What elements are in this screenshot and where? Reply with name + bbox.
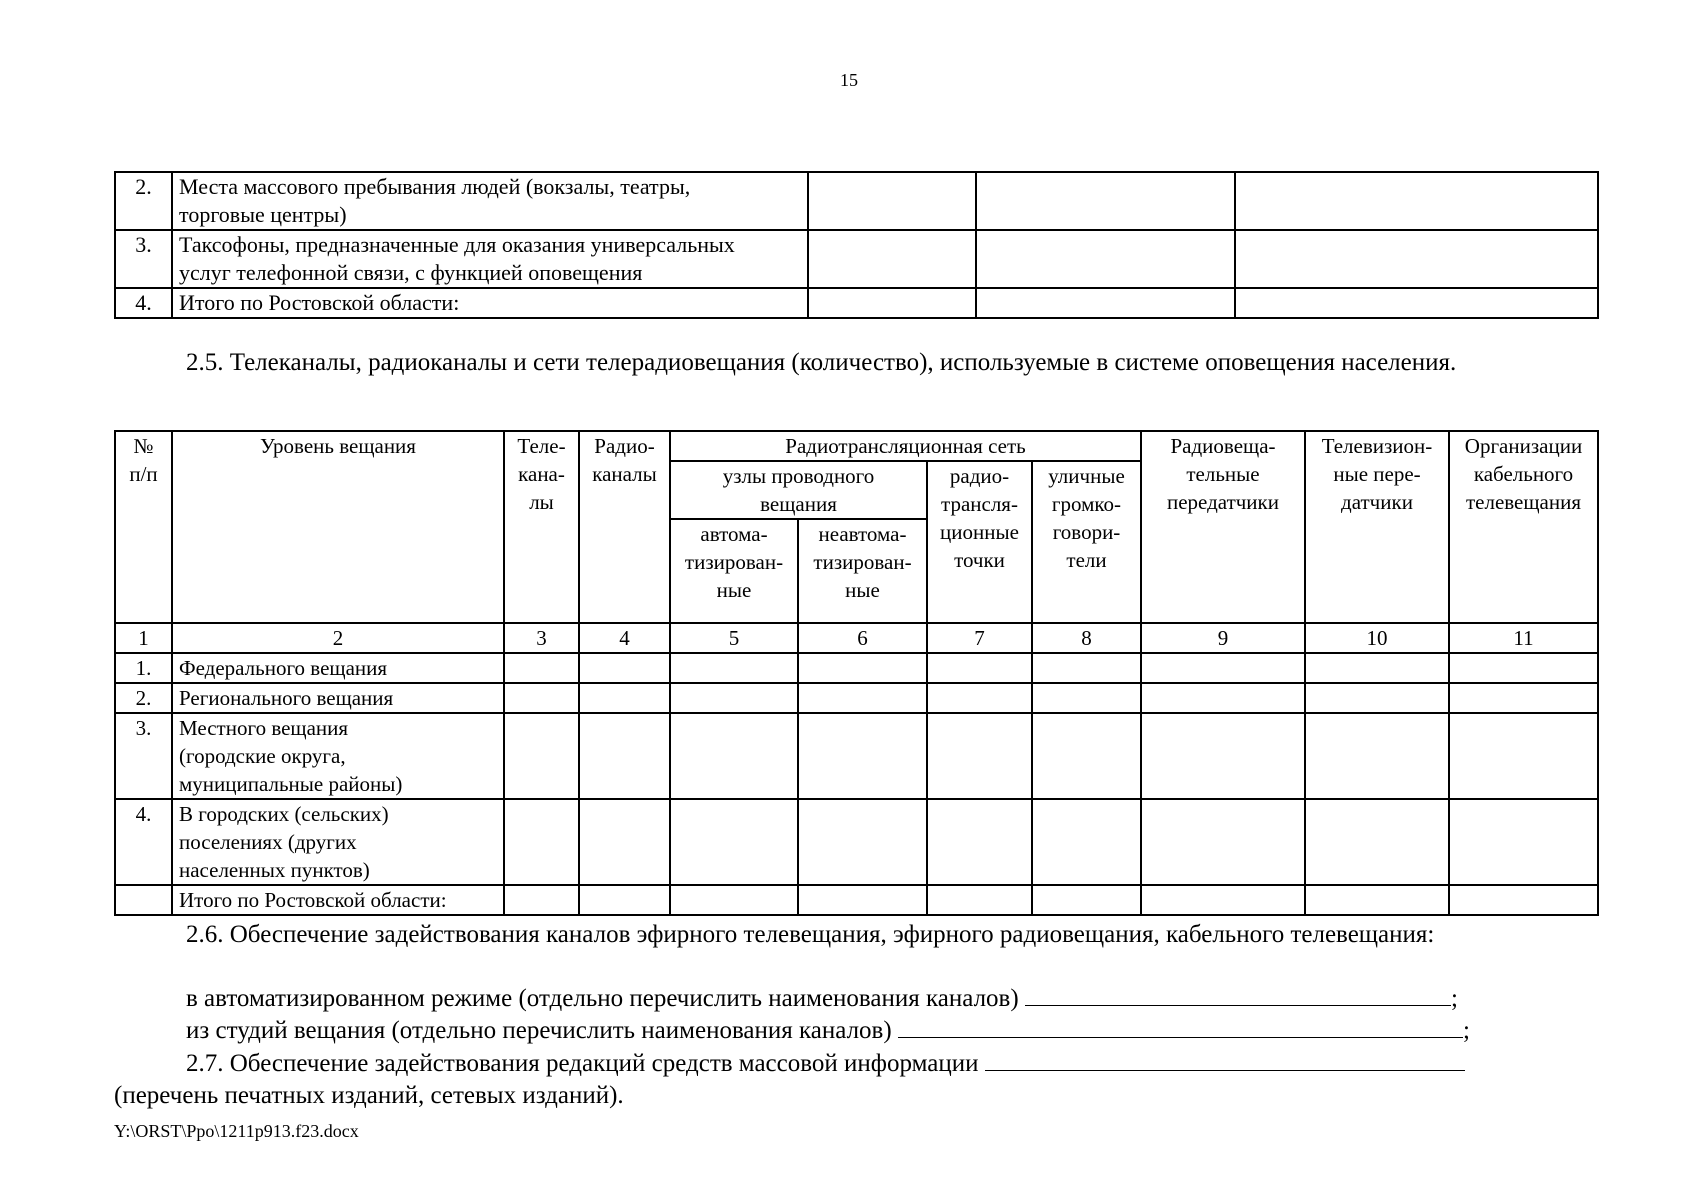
column-number: 3	[504, 623, 579, 653]
column-number: 1	[115, 623, 172, 653]
empty-cell	[579, 885, 670, 915]
row-number: 2.	[115, 683, 172, 713]
automated-mode-line: в автоматизированном режиме (отдельно перечислить наименования каналов) ;	[186, 985, 1458, 1012]
empty-cell	[504, 799, 579, 885]
studio-line: из студий вещания (отдельно перечислить наименования каналов) ;	[186, 1017, 1470, 1044]
empty-cell	[1141, 713, 1305, 799]
empty-cell	[1032, 683, 1141, 713]
header-radio-transmitters: Радиовеща- тельные передатчики	[1141, 431, 1305, 623]
empty-cell	[976, 172, 1235, 230]
empty-cell	[1449, 653, 1598, 683]
table-row	[115, 230, 1598, 288]
empty-cell	[798, 885, 927, 915]
table-row	[115, 683, 1598, 713]
header-row	[115, 431, 1598, 461]
row-label: Местного вещания (городские округа, муниципальные районы)	[172, 713, 504, 799]
column-number: 9	[1141, 623, 1305, 653]
empty-cell	[1305, 799, 1449, 885]
header-level: Уровень вещания	[172, 431, 504, 623]
empty-cell	[927, 799, 1032, 885]
empty-cell	[1032, 885, 1141, 915]
studio-label: из студий вещания (отдельно перечислить наименования каналов)	[186, 1017, 892, 1044]
section-2-7-note: (перечень печатных изданий, сетевых изданий).	[114, 1082, 624, 1109]
column-number: 5	[670, 623, 798, 653]
empty-cell	[798, 683, 927, 713]
empty-cell	[976, 288, 1235, 318]
empty-cell	[927, 683, 1032, 713]
table-row-total	[115, 885, 1598, 915]
empty-cell	[1449, 799, 1598, 885]
empty-cell	[808, 230, 976, 288]
empty-cell	[1235, 288, 1598, 318]
automated-mode-label: в автоматизированном режиме (отдельно перечислить наименования каналов)	[186, 985, 1019, 1012]
section-2-5-paragraph	[114, 347, 1597, 378]
section-number: 2.5.	[186, 349, 224, 376]
row-number: 2.	[115, 172, 172, 230]
empty-cell	[1141, 885, 1305, 915]
table-row	[115, 713, 1598, 799]
section-2-7-text: 2.7. Обеспечение задействования редакций средств массовой информации	[186, 1050, 979, 1077]
studio-channels-field[interactable]	[898, 1015, 1463, 1038]
empty-cell	[670, 799, 798, 885]
empty-cell	[798, 799, 927, 885]
column-number: 2	[172, 623, 504, 653]
empty-cell	[504, 713, 579, 799]
header-number: № п/п	[115, 431, 172, 623]
empty-cell	[1141, 683, 1305, 713]
header-radio-network: Радиотрансляционная сеть	[670, 431, 1141, 461]
page-number: 15	[840, 70, 858, 90]
row-number: 3.	[115, 713, 172, 799]
header-street-speakers: уличные громко- говори- тели	[1032, 461, 1141, 623]
empty-cell	[1305, 653, 1449, 683]
table-row-total	[115, 288, 1598, 318]
empty-cell	[579, 713, 670, 799]
header-radio-channels: Радио- каналы	[579, 431, 670, 623]
column-number: 4	[579, 623, 670, 653]
section-2-6-heading	[114, 919, 1597, 950]
empty-cell	[808, 172, 976, 230]
empty-cell	[579, 799, 670, 885]
table-row	[115, 653, 1598, 683]
section-number: 2.6.	[186, 921, 224, 948]
column-numbers-row	[115, 623, 1598, 653]
empty-cell	[798, 713, 927, 799]
empty-cell	[1235, 230, 1598, 288]
row-label: В городских (сельских) поселениях (других населенных пунктов)	[172, 799, 504, 885]
row-number: 3.	[115, 230, 172, 288]
row-label: Регионального вещания	[172, 683, 504, 713]
footer-file-path: Y:\ORST\Ppo\1211p913.f23.docx	[114, 1121, 359, 1141]
empty-cell	[670, 885, 798, 915]
header-cable-organizations: Организации кабельного телевещания	[1449, 431, 1598, 623]
continuation-table	[114, 171, 1599, 319]
row-label: Места массового пребывания людей (вокзалы, театры, торговые центры)	[172, 172, 808, 230]
empty-cell	[808, 288, 976, 318]
empty-cell	[798, 653, 927, 683]
row-label: Итого по Ростовской области:	[172, 288, 808, 318]
column-number: 11	[1449, 623, 1598, 653]
empty-cell	[1141, 653, 1305, 683]
row-number: 1.	[115, 653, 172, 683]
empty-cell	[976, 230, 1235, 288]
empty-cell	[504, 653, 579, 683]
empty-cell	[1235, 172, 1598, 230]
empty-cell	[1032, 799, 1141, 885]
row-number: 4.	[115, 799, 172, 885]
section-text: Телеканалы, радиоканалы и сети телерадиовещания (количество), используемые в системе оповещения населения.	[229, 349, 1457, 376]
column-number: 8	[1032, 623, 1141, 653]
empty-cell	[927, 713, 1032, 799]
header-tv-channels: Теле- кана- лы	[504, 431, 579, 623]
empty-cell	[1305, 885, 1449, 915]
empty-cell	[1305, 683, 1449, 713]
empty-cell	[504, 885, 579, 915]
header-radio-points: радио- трансля- ционные точки	[927, 461, 1032, 623]
table-row	[115, 172, 1598, 230]
empty-cell	[1032, 713, 1141, 799]
header-tv-transmitters: Телевизион- ные пере- датчики	[1305, 431, 1449, 623]
empty-cell	[1032, 653, 1141, 683]
media-editorial-field[interactable]	[985, 1048, 1465, 1071]
section-2-7-line	[186, 1048, 1465, 1079]
empty-cell	[670, 653, 798, 683]
empty-cell	[1449, 683, 1598, 713]
broadcasting-table	[114, 430, 1599, 916]
column-number: 10	[1305, 623, 1449, 653]
header-non-automated: неавтома- тизирован- ные	[798, 519, 927, 623]
table-row	[115, 799, 1598, 885]
row-label: Таксофоны, предназначенные для оказания универсальных услуг телефонной связи, с функцией оповещения	[172, 230, 808, 288]
empty-cell	[504, 683, 579, 713]
row-number: 4.	[115, 288, 172, 318]
automated-channels-field[interactable]	[1025, 983, 1451, 1006]
header-wired-nodes: узлы проводного вещания	[670, 461, 927, 519]
section-text: Обеспечение задействования каналов эфирного телевещания, эфирного радиовещания, кабельного телевещания:	[229, 921, 1435, 948]
empty-cell	[670, 713, 798, 799]
column-number: 6	[798, 623, 927, 653]
empty-cell	[579, 653, 670, 683]
header-automated: автома- тизирован- ные	[670, 519, 798, 623]
row-label: Итого по Ростовской области:	[172, 885, 504, 915]
empty-cell	[927, 885, 1032, 915]
row-label: Федерального вещания	[172, 653, 504, 683]
row-number	[115, 885, 172, 915]
empty-cell	[670, 683, 798, 713]
empty-cell	[579, 683, 670, 713]
empty-cell	[1141, 799, 1305, 885]
empty-cell	[1305, 713, 1449, 799]
empty-cell	[1449, 885, 1598, 915]
empty-cell	[1449, 713, 1598, 799]
empty-cell	[927, 653, 1032, 683]
column-number: 7	[927, 623, 1032, 653]
